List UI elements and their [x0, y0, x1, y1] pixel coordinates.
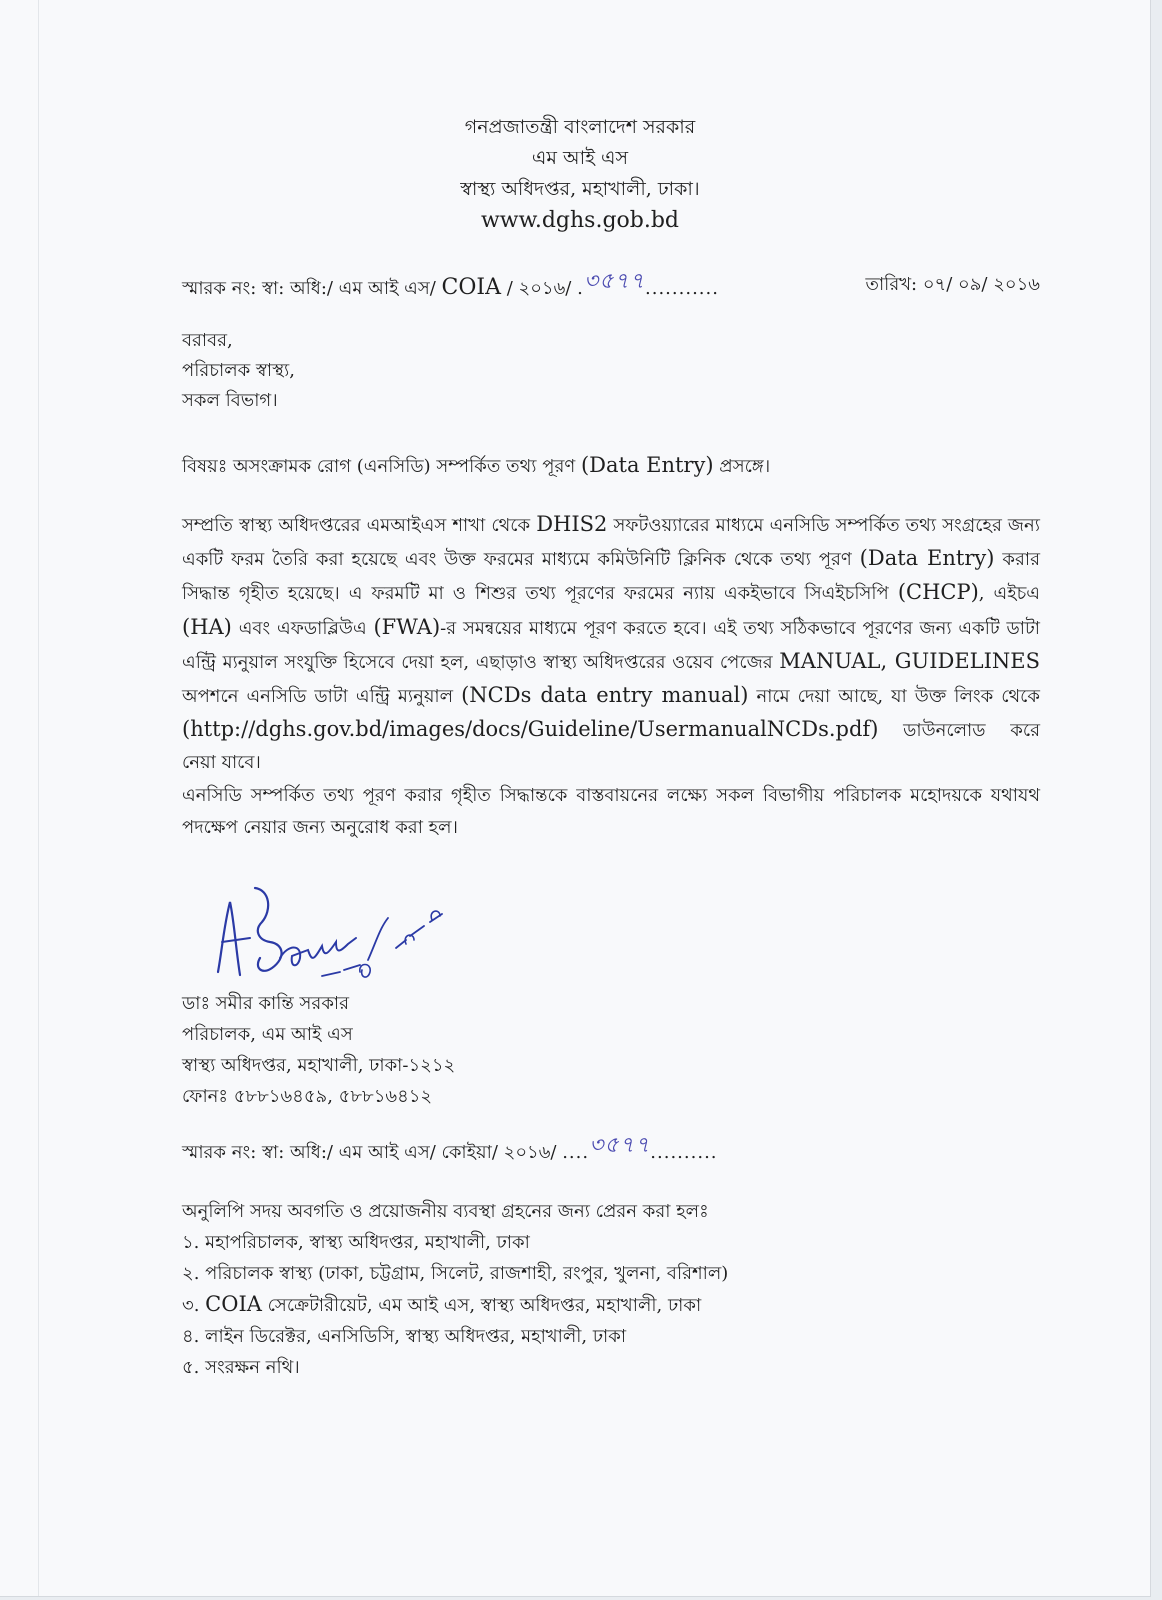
signer-name: ডাঃ সমীর কান্তি সরকার	[182, 993, 350, 1014]
memo-coia: COIA	[441, 275, 501, 300]
signer-office: স্বাস্থ্য অধিদপ্তর, মহাখালী, ঢাকা-১২১২	[182, 1055, 456, 1076]
body-en: (NCDs data entry manual)	[461, 683, 749, 708]
body-text: সম্প্রতি স্বাস্থ্য অধিদপ্তরের এমআইএস শাখা থেকে	[182, 515, 537, 536]
addressee-block	[182, 326, 295, 416]
manual-download-link[interactable]: (http://dghs.gov.bd/images/docs/Guideline/UsermanualNCDs.pdf)	[182, 717, 879, 742]
copy-intro: অনুলিপি সদয় অবগতি ও প্রয়োজনীয় ব্যবস্থা গ্রহনের জন্য প্রেরন করা হলঃ	[182, 1201, 709, 1222]
body-text: ডাউনলোড করে নেয়া যাবে।	[182, 720, 1040, 774]
body-en: (FWA)	[373, 614, 441, 639]
subject-line	[182, 452, 770, 483]
copy-item: ৫. সংরক্ষন নথি।	[182, 1357, 300, 1378]
memo2-prefix: স্মারক নং: স্বা: অধি:/ এম আই এস/ কোইয়া/ ২০১৬/	[182, 1142, 563, 1163]
copy-distribution-list	[182, 1196, 728, 1383]
memo2-trailing-dots: ..........	[650, 1142, 718, 1163]
department-name: এম আই এস	[531, 147, 629, 169]
subject-text: বিষয়ঃ অসংক্রামক রোগ (এনসিডি) সম্পর্কিত তথ্য পূরণ	[182, 456, 581, 477]
signature-stroke	[322, 914, 442, 976]
addressee-title: পরিচালক স্বাস্থ্য,	[182, 360, 295, 381]
copy-item-en: COIA	[205, 1292, 262, 1316]
subject-end: প্রসঙ্গে।	[713, 456, 771, 477]
body-text: করার সিদ্ধান্ত গৃহীত হয়েছে। এ ফরমটি মা ও শিশুর তথ্য পূরণের ফরমের ন্যায় একইভাবে সিএইচসিপি	[182, 549, 1040, 605]
memo-handwritten-number: ৩৫৭৭	[583, 269, 646, 294]
body-en: (CHCP)	[897, 580, 979, 605]
addressee-salutation: বরাবর,	[182, 330, 233, 351]
memo-number	[182, 270, 719, 307]
letterhead	[300, 112, 860, 236]
copy-item: ২. পরিচালক স্বাস্থ্য (ঢাকা, চট্টগ্রাম, সিলেট, রাজশাহী, রংপুর, খুলনা, বরিশাল)	[182, 1263, 729, 1284]
addressee-division: সকল বিভাগ।	[182, 390, 278, 411]
body-en: MANUAL, GUIDELINES	[779, 648, 1041, 673]
office-address: স্বাস্থ্য অধিদপ্তর, মহাখালী, ঢাকা।	[460, 178, 700, 200]
body-paragraph-1	[182, 508, 1040, 780]
second-memo-reference	[182, 1134, 718, 1171]
subject-en: (Data Entry)	[580, 453, 714, 477]
memo-year: / ২০১৬/	[500, 278, 578, 299]
copy-item: ৪. লাইন ডিরেক্টর, এনসিডিসি, স্বাস্থ্য অধিদপ্তর, মহাখালী, ঢাকা	[182, 1326, 627, 1347]
body-paragraph-2: এনসিডি সম্পর্কিত তথ্য পূরণ করার গৃহীত সিদ্ধান্তকে বাস্তবায়নের লক্ষ্যে সকল বিভাগীয় পরিচালক মহোদয়কে যথাযথ পদক্ষেপ নেয়ার জন্য অনুরোধ করা হল।	[182, 784, 1040, 838]
memo-trailing-dots: ...........	[645, 278, 719, 299]
copy-item-text: সেক্রেটারীয়েট, এম আই এস, স্বাস্থ্য অধিদপ্তর, মহাখালী, ঢাকা	[261, 1295, 702, 1316]
memo-dots: .	[577, 278, 584, 299]
memo-prefix: স্মারক নং: স্বা: অধি:/ এম আই এস/	[182, 278, 442, 299]
copy-item: ১. মহাপরিচালক, স্বাস্থ্য অধিদপ্তর, মহাখালী, ঢাকা	[182, 1232, 530, 1253]
body-en: DHIS2	[536, 512, 608, 536]
memo2-handwritten-number: ৩৫৭৭	[589, 1133, 651, 1158]
signature-stroke	[280, 938, 356, 965]
memo-reference-row	[182, 270, 1040, 304]
signer-phone: ফোনঃ ৫৮৮১৬৪৫৯, ৫৮৮১৬৪১২	[182, 1086, 433, 1107]
body-en: (Data Entry)	[859, 546, 995, 571]
signer-title: পরিচালক, এম আই এস	[182, 1024, 353, 1045]
handwritten-signature	[210, 880, 460, 990]
signature-stroke	[218, 902, 240, 975]
signer-block	[182, 988, 455, 1112]
signature-stroke	[255, 888, 282, 971]
copy-item	[182, 1289, 728, 1321]
body-text: নামে দেয়া আছে, যা উক্ত লিংক থেকে	[748, 686, 1041, 708]
memo-date: তারিখ: ০৭/ ০৯/ ২০১৬	[865, 274, 1040, 295]
body-text: অপশনে এনসিডি ডাটা এন্ট্রি ম্যনুয়াল	[182, 686, 462, 708]
copy-item-number: ৩.	[182, 1295, 206, 1316]
body-text: , এইচএ	[978, 583, 1041, 605]
body-en: (HA)	[182, 614, 232, 639]
body-text: এবং এফডাব্লিউএ	[231, 617, 374, 639]
website-link[interactable]: www.dghs.gob.bd	[480, 208, 680, 233]
body-text: সফটওয়্যারের মাধ্যমে এনসিডি সম্পর্কিত তথ্য সংগ্রহের জন্য একটি ফরম তৈরি করা হয়েছে এবং উক্ত ফরমের মাধ্যমে কমিউনিটি ক্লিনিক থেকে তথ্য পূরণ	[182, 515, 1041, 571]
memo2-dots: ....	[562, 1142, 590, 1163]
body-text: -র সমন্বয়ের মাধ্যমে পূরণ করতে হবে। এই তথ্য সঠিকভাবে পূরণের জন্য একটি ডাটা এন্ট্রি ম্যনুয়াল সংযুক্তি হিসেবে দেয়া হল, এছাড়াও স্বাস্থ্য অধিদপ্তরের ওয়েব পেজের	[182, 617, 1041, 673]
letter-body	[182, 508, 1040, 844]
govt-name: গনপ্রজাতন্ত্রী বাংলাদেশ সরকার	[464, 116, 696, 138]
